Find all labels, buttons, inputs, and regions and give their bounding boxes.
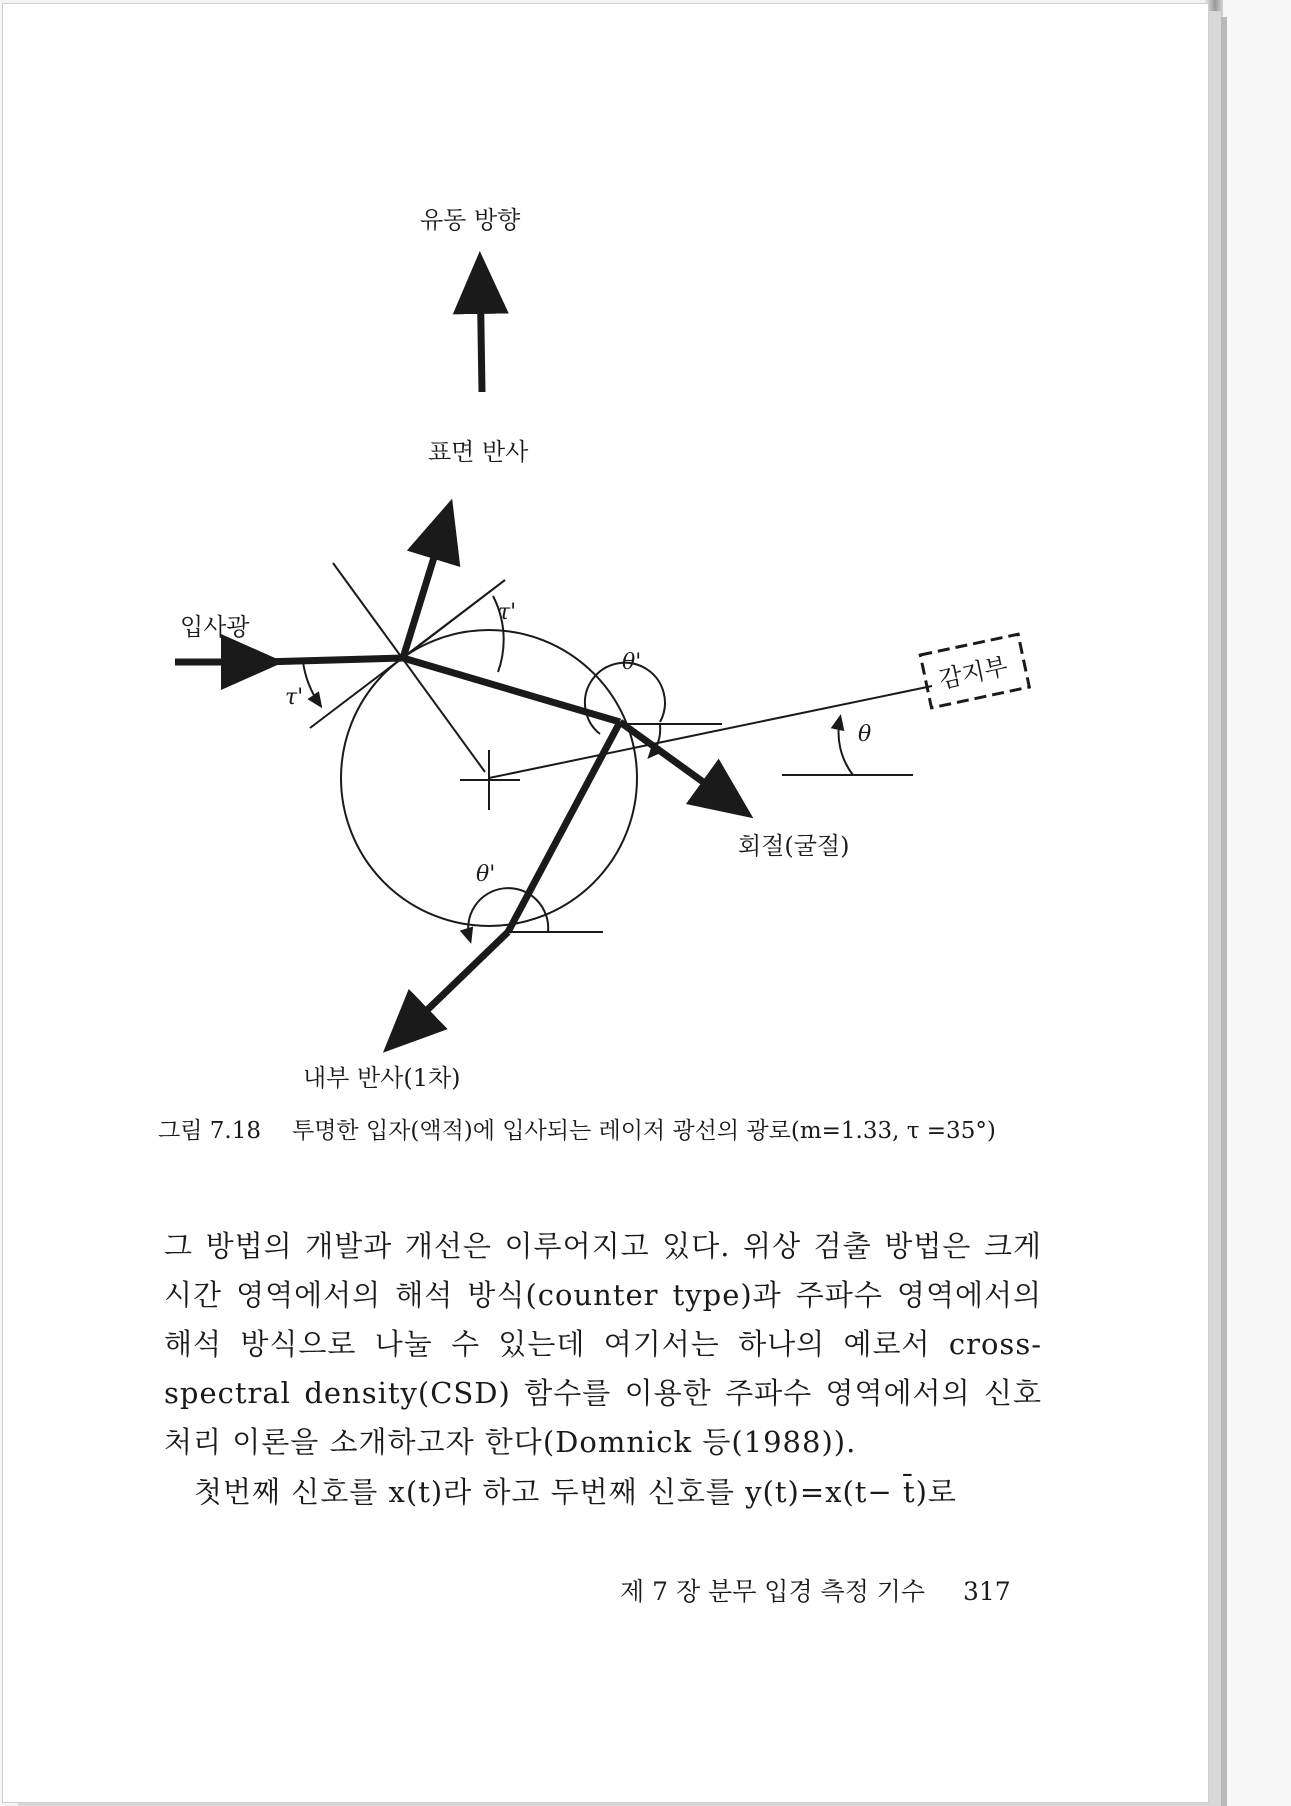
body-paragraph-1 <box>164 1222 1042 1467</box>
theta-prime-bottom-label: θ' <box>476 862 496 887</box>
page-number: 317 <box>963 1577 1011 1606</box>
internal-reflection-ray <box>393 932 508 1043</box>
page-footer <box>620 1572 1011 1608</box>
tau-prime-left-label: τ' <box>285 685 304 710</box>
detector-label: 감지부 <box>936 652 1011 694</box>
flow-direction-label: 유동 방향 <box>420 206 521 234</box>
theta-label: θ <box>858 722 872 747</box>
flow-direction-arrow <box>480 265 482 392</box>
theta-prime-right-label: θ' <box>622 650 642 675</box>
diffraction-label: 회절(굴절) <box>738 832 850 860</box>
surface-reflection-ray <box>403 512 448 658</box>
incident-light-ray-cont <box>262 658 403 662</box>
figure-caption <box>158 1112 1058 1150</box>
figure-caption-text: 투명한 입자(액적)에 입사되는 레이저 광선의 광로(m=1.33, τ =35°) <box>292 1118 996 1144</box>
figure-number: 그림 7.18 <box>158 1118 261 1144</box>
internal-reflection-label: 내부 반사(1차) <box>303 1064 461 1092</box>
surface-normal-line <box>333 563 485 772</box>
incident-light-label: 입사광 <box>180 613 250 641</box>
paragraph-1-text: 그 방법의 개발과 개선은 이루어지고 있다. 위상 검출 방법은 크게 시간 영역에서의 해석 방식(counter type)과 주파수 영역에서의 해석 방식으로 나눌 수 있는데 여기서는 하나의 예로서 cross-spectral density(CSD) 함수를 이용한 주파수 영역에서의 신호 처리 이론을 소개하고자 한다(Domnick 등(1988)). <box>164 1229 1042 1459</box>
tau-prime-top-label: τ' <box>498 600 517 625</box>
chapter-title: 제 7 장 분무 입경 측정 기수 <box>620 1577 926 1606</box>
diffraction-ray <box>620 722 742 810</box>
theta-arc <box>839 718 853 775</box>
body-paragraph-2 <box>164 1468 1042 1517</box>
tau-prime-arc-left <box>303 662 320 705</box>
surface-reflection-label: 표면 반사 <box>428 438 529 466</box>
paragraph-2-text: 첫번째 신호를 x(t)라 하고 두번째 신호를 y(t)=x(t− t̄)로 <box>194 1475 957 1509</box>
